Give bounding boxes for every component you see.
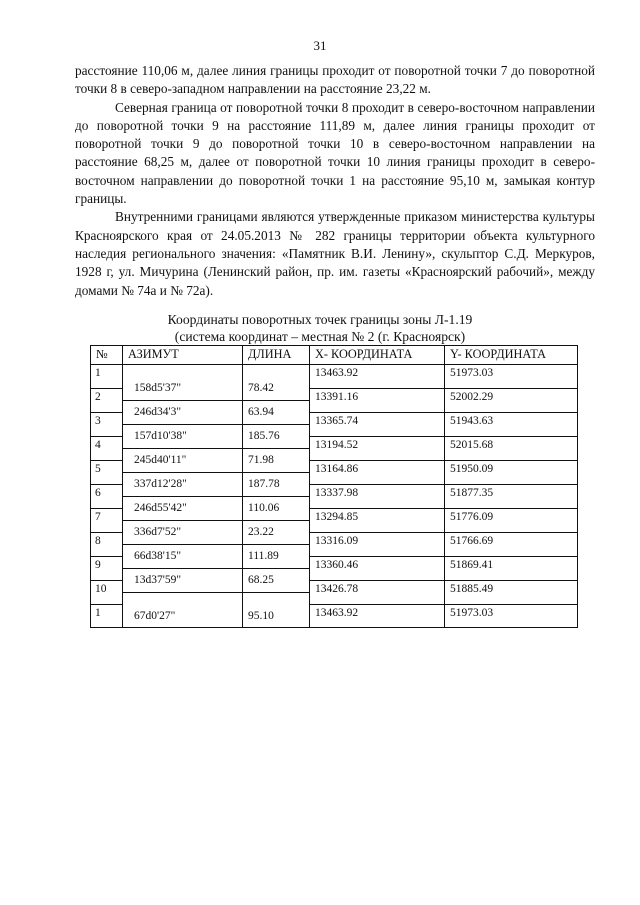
row-divider [90, 460, 122, 461]
header-y-coordinate: Y- КООРДИНАТА [450, 347, 546, 361]
azimuth-cell: 336d7'52" [134, 526, 182, 538]
azimuth-cell: 158d5'37" [134, 382, 182, 394]
x-coordinate: 13426.78 [315, 583, 359, 595]
point-number: 5 [95, 463, 101, 475]
table-header-row [90, 345, 578, 364]
point-number: 4 [95, 439, 101, 451]
x-coordinate: 13294.85 [315, 511, 359, 523]
point-number: 7 [95, 511, 101, 523]
x-coordinate: 13391.16 [315, 391, 359, 403]
length-cell: 110.06 [248, 502, 280, 514]
x-coordinate: 13463.92 [315, 367, 359, 379]
point-number: 9 [95, 559, 101, 571]
row-divider [309, 484, 578, 485]
row-divider [309, 604, 578, 605]
x-coordinate: 13316.09 [315, 535, 359, 547]
x-coordinate: 13463.92 [315, 607, 359, 619]
text-line: культуры Красноярского края от 24.05.2013 № 282 границы территории объекта [75, 209, 595, 243]
row-divider [90, 580, 122, 581]
paragraph [75, 208, 595, 299]
point-number: 8 [95, 535, 101, 547]
row-divider [90, 508, 122, 509]
text-line: проходит от поворотной точки 9 до поворотной точки 10 в северо-восточном [75, 117, 595, 152]
y-coordinate: 51973.03 [450, 367, 494, 379]
length-cell: 185.76 [248, 430, 280, 442]
segment-divider [122, 592, 309, 593]
length-cell: 71.98 [248, 454, 274, 466]
row-divider [90, 388, 122, 389]
segment-divider [122, 544, 309, 545]
segment-divider [122, 496, 309, 497]
row-divider [309, 436, 578, 437]
row-divider [90, 532, 122, 533]
text-line: Внутренними границами являются утвержденные приказом министерства [115, 209, 539, 225]
page-number: 31 [313, 38, 327, 53]
row-divider [90, 364, 578, 365]
y-coordinate: 51776.09 [450, 511, 494, 523]
coordinates-table [90, 345, 578, 628]
y-coordinate: 52015.68 [450, 439, 494, 451]
point-number: 3 [95, 415, 101, 427]
body-text [75, 62, 595, 300]
row-divider [309, 532, 578, 533]
length-cell: 95.10 [248, 610, 274, 622]
x-coordinate: 13360.46 [315, 559, 359, 571]
length-cell: 68.25 [248, 574, 274, 586]
header-length: ДЛИНА [248, 347, 292, 361]
azimuth-cell: 13d37'59" [134, 574, 182, 586]
point-number: 6 [95, 487, 101, 499]
length-cell: 63.94 [248, 406, 274, 418]
text-line: 95,10 м, замыкая контур границы. [75, 172, 596, 207]
paragraph [75, 99, 595, 209]
text-line: проходит в северо-восточном направлении до поворотной точки 1 на расстояние [75, 154, 596, 188]
table-caption-subtitle: (система координат – местная № 2 (г. Красноярск) [174, 329, 466, 344]
point-number: 10 [95, 583, 107, 595]
text-line: скульптор С.Д. Меркуров, 1928 г, ул. Мичурина (Ленинский район, пр. им. газеты [75, 245, 596, 280]
x-coordinate: 13337.98 [315, 487, 359, 499]
header-azimuth: АЗИМУТ [128, 347, 179, 361]
x-coordinate: 13164.86 [315, 463, 359, 475]
length-cell: 78.42 [248, 382, 274, 394]
y-coordinate: 51877.35 [450, 487, 494, 499]
column-divider [242, 345, 243, 628]
text-line: направлении до поворотной точки 9 на расстояние 111,89 м, далее линия границы [75, 99, 595, 133]
row-divider [309, 580, 578, 581]
y-coordinate: 51973.03 [450, 607, 494, 619]
text-line: Северная граница от поворотной точки 8 проходит в северо-восточном [115, 99, 519, 115]
x-coordinate: 13365.74 [315, 415, 359, 427]
text-line: расстояние 110,06 м, далее линия границы проходит от поворотной точки 7 до [75, 63, 525, 78]
row-divider [90, 436, 122, 437]
table-border [90, 627, 578, 628]
header-number: № [96, 347, 108, 361]
table-caption-title: Координаты поворотных точек границы зоны Л-1.19 [167, 312, 473, 327]
row-divider [309, 388, 578, 389]
azimuth-cell: 246d34'3" [134, 406, 182, 418]
row-divider [309, 508, 578, 509]
azimuth-cell: 245d40'11" [134, 454, 187, 466]
azimuth-cell: 157d10'38" [134, 430, 187, 442]
row-divider [90, 484, 122, 485]
segment-divider [122, 520, 309, 521]
azimuth-cell: 67d0'27" [134, 610, 176, 622]
y-coordinate: 51943.63 [450, 415, 494, 427]
y-coordinate: 52002.29 [450, 391, 494, 403]
y-coordinate: 51885.49 [450, 583, 494, 595]
segment-divider [122, 400, 309, 401]
point-number: 1 [95, 607, 101, 619]
y-coordinate: 51766.69 [450, 535, 494, 547]
segment-divider [122, 424, 309, 425]
azimuth-cell: 337d12'28" [134, 478, 187, 490]
paragraph [75, 62, 595, 99]
segment-divider [122, 448, 309, 449]
table-caption [0, 311, 640, 345]
azimuth-cell: 66d38'15" [134, 550, 182, 562]
table-border [90, 345, 578, 346]
text-line: «Красноярский рабочий», между домами № 74а и № 72а). [75, 264, 595, 298]
segment-divider [122, 568, 309, 569]
row-divider [309, 412, 578, 413]
row-divider [309, 556, 578, 557]
y-coordinate: 51950.09 [450, 463, 494, 475]
text-line: культурного наследия регионального значения: «Памятник В.И. Ленину», [75, 227, 595, 261]
row-divider [90, 556, 122, 557]
row-divider [309, 460, 578, 461]
text-line: поворотной точки 8 в северо-западном направлении на расстояние 23,22 м. [75, 63, 596, 97]
column-divider [122, 345, 123, 628]
length-cell: 23.22 [248, 526, 274, 538]
x-coordinate: 13194.52 [315, 439, 359, 451]
point-number: 1 [95, 367, 101, 379]
row-divider [90, 604, 122, 605]
text-line: направлении на расстояние 68,25 м, далее от поворотной точки 10 линия границы [75, 136, 595, 170]
length-cell: 111.89 [248, 550, 279, 562]
length-cell: 187.78 [248, 478, 280, 490]
header-x-coordinate: X- КООРДИНАТА [315, 347, 413, 361]
azimuth-cell: 246d55'42" [134, 502, 187, 514]
row-divider [90, 412, 122, 413]
point-number: 2 [95, 391, 101, 403]
y-coordinate: 51869.41 [450, 559, 494, 571]
segment-divider [122, 472, 309, 473]
